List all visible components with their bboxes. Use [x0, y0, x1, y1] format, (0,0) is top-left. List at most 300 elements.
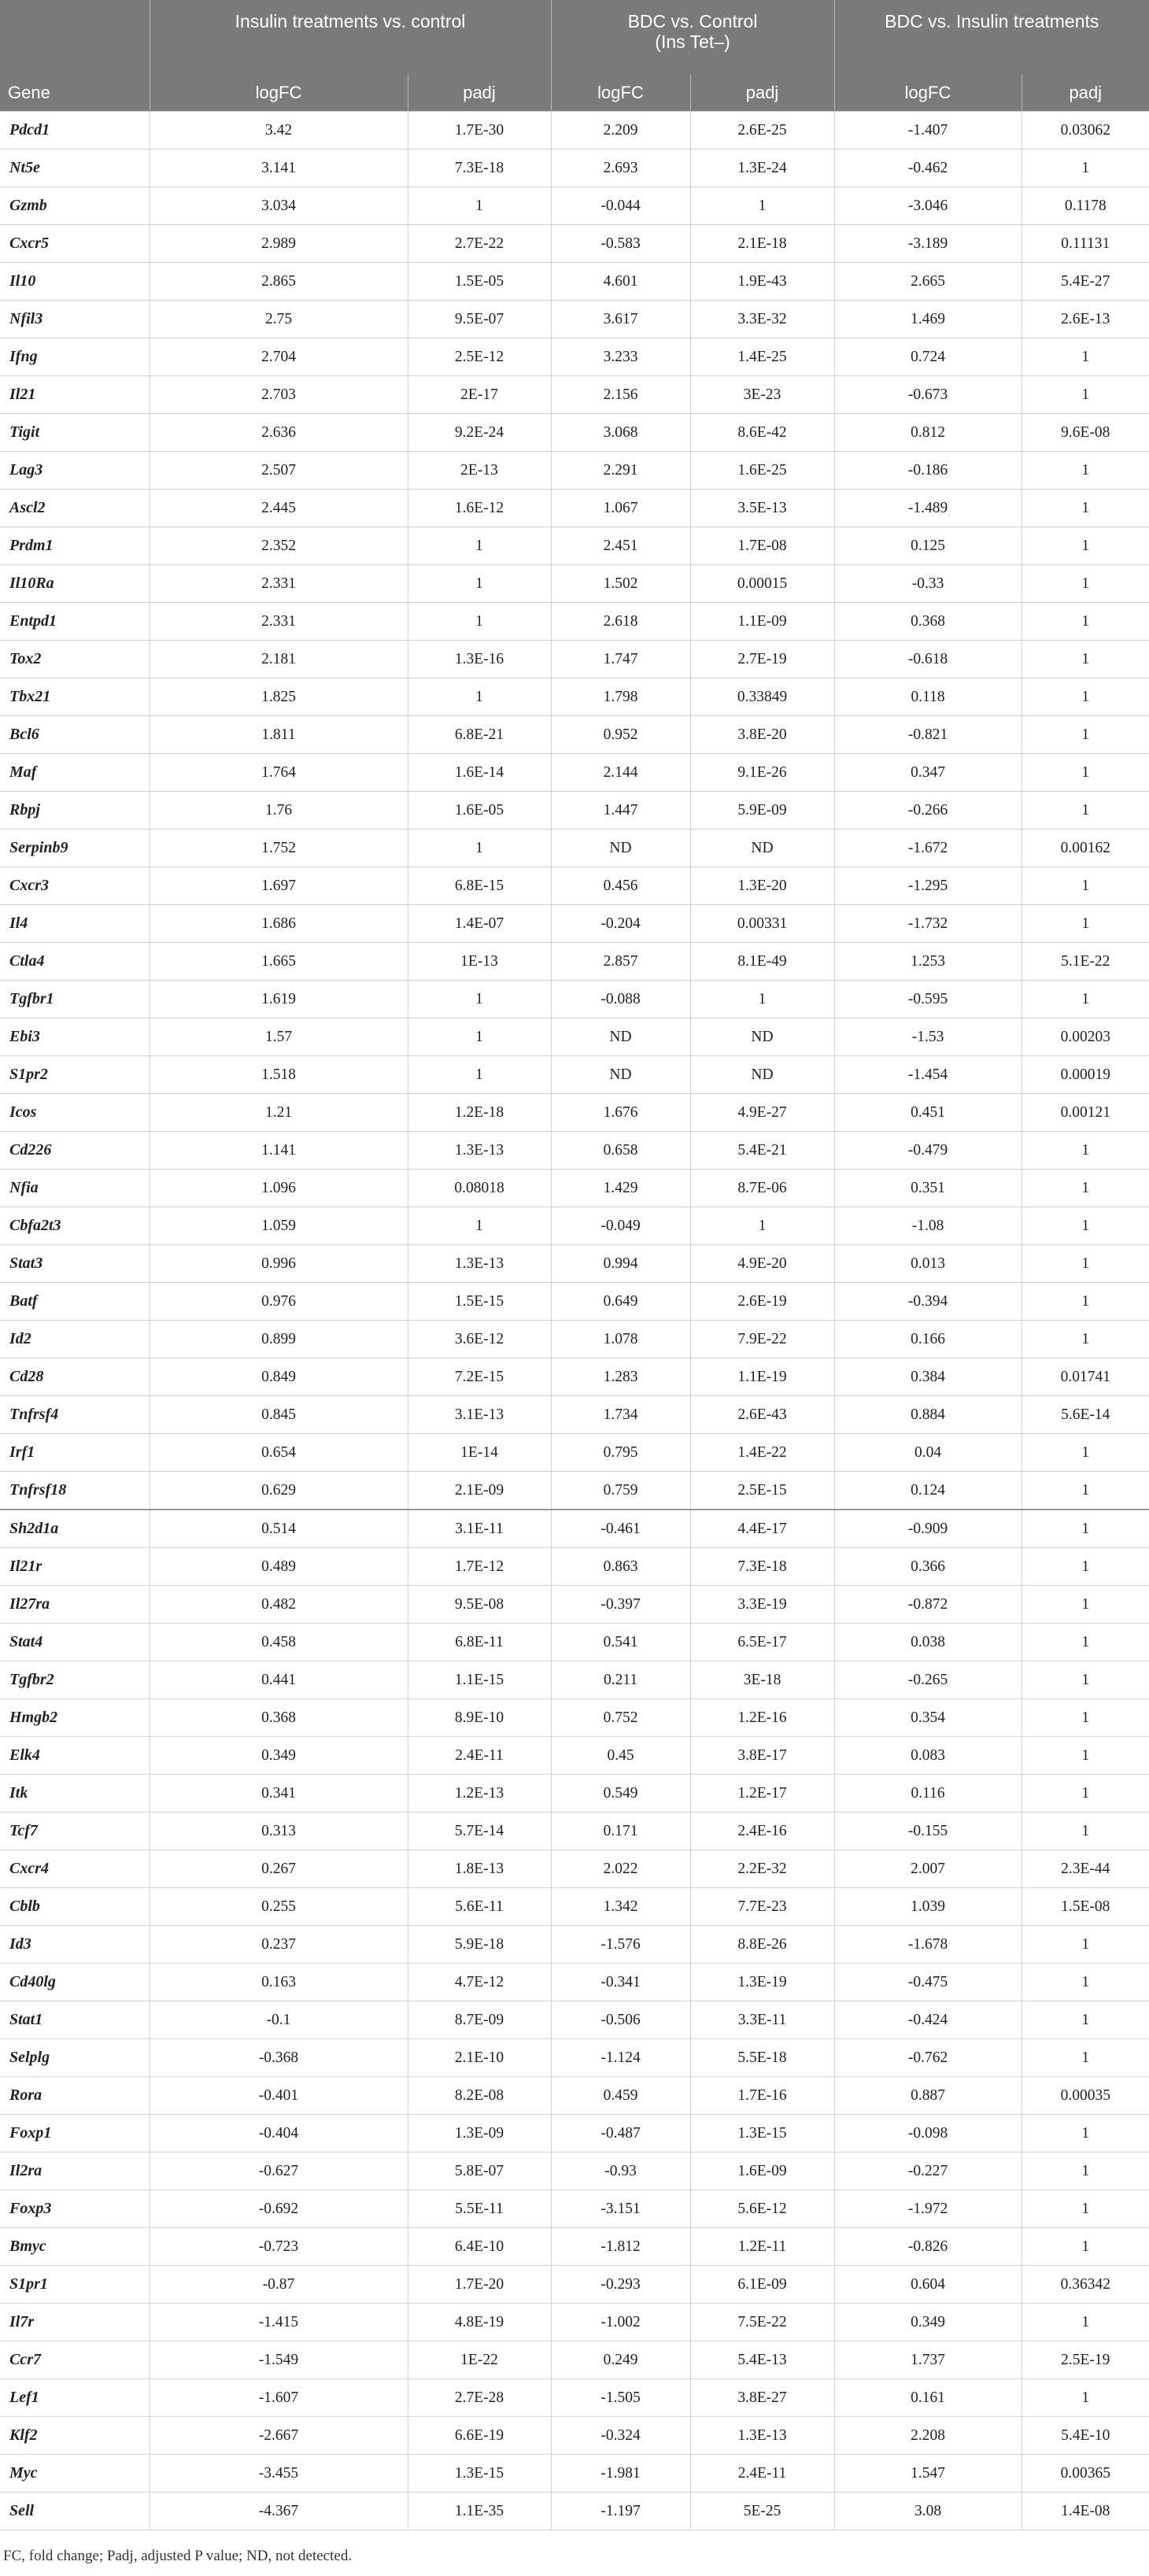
table-row: [0, 1283, 1149, 1321]
padj-cell: 1: [408, 187, 551, 225]
gene-cell: Cd226: [0, 1132, 150, 1170]
padj-cell: 9.6E-08: [1022, 414, 1149, 452]
padj-cell: 2.4E-16: [690, 1813, 834, 1850]
gene-cell: Tbx21: [0, 678, 150, 716]
gene-cell: Cblb: [0, 1888, 150, 1926]
logfc-cell: 0.759: [551, 1472, 690, 1510]
padj-cell: 2.5E-12: [408, 338, 551, 376]
padj-cell: 1: [1022, 2228, 1149, 2266]
logfc-cell: 3.233: [551, 338, 690, 376]
logfc-cell: -0.673: [834, 376, 1022, 414]
table-row: [0, 1245, 1149, 1283]
logfc-cell: 2.704: [150, 338, 408, 376]
logfc-cell: -1.732: [834, 905, 1022, 943]
padj-cell: 1: [1022, 641, 1149, 678]
gene-cell: Hmgb2: [0, 1699, 150, 1737]
table-row: [0, 1813, 1149, 1850]
logfc-cell: -1.489: [834, 490, 1022, 527]
padj-cell: 1: [408, 678, 551, 716]
padj-cell: 5.6E-12: [690, 2190, 834, 2228]
table-row: [0, 225, 1149, 263]
padj-cell: 1.1E-35: [408, 2493, 551, 2530]
table-row: [0, 1624, 1149, 1661]
logfc-cell: -0.909: [834, 1510, 1022, 1548]
logfc-cell: 0.459: [551, 2077, 690, 2115]
padj-cell: 1.3E-15: [690, 2115, 834, 2153]
padj-cell: 0.00121: [1022, 1094, 1149, 1132]
logfc-cell: 0.038: [834, 1624, 1022, 1661]
logfc-cell: 2.989: [150, 225, 408, 263]
gene-cell: S1pr2: [0, 1056, 150, 1094]
padj-cell: 7.2E-15: [408, 1358, 551, 1396]
gene-cell: Cbfa2t3: [0, 1207, 150, 1245]
logfc-cell: -1.002: [551, 2304, 690, 2341]
gene-cell: Icos: [0, 1094, 150, 1132]
table-row: [0, 376, 1149, 414]
logfc-cell: -0.506: [551, 2001, 690, 2039]
padj-cell: 1E-13: [408, 943, 551, 981]
logfc-cell: 1.518: [150, 1056, 408, 1094]
padj-cell: 3.1E-13: [408, 1396, 551, 1434]
padj-cell: 3.6E-12: [408, 1321, 551, 1358]
logfc-cell: 0.171: [551, 1813, 690, 1850]
gene-cell: Sh2d1a: [0, 1510, 150, 1548]
logfc-cell: -0.049: [551, 1207, 690, 1245]
logfc-cell: -1.505: [551, 2379, 690, 2417]
padj-cell: 2.1E-18: [690, 225, 834, 263]
padj-cell: 8.1E-49: [690, 943, 834, 981]
logfc-cell: -1.981: [551, 2455, 690, 2493]
table-row: [0, 187, 1149, 225]
padj-cell: 1: [1022, 1170, 1149, 1207]
padj-cell: 2.1E-09: [408, 1472, 551, 1510]
gene-cell: Itk: [0, 1775, 150, 1813]
logfc-cell: 0.211: [551, 1661, 690, 1699]
logfc-cell: 1.502: [551, 565, 690, 603]
logfc-cell: 1.697: [150, 867, 408, 905]
logfc-cell: 2.693: [551, 150, 690, 187]
padj-cell: 1: [408, 603, 551, 641]
logfc-cell: -0.462: [834, 150, 1022, 187]
logfc-cell: -3.189: [834, 225, 1022, 263]
table-row: [0, 2493, 1149, 2530]
table-body: [0, 112, 1149, 2530]
logfc-cell: 0.845: [150, 1396, 408, 1434]
padj-cell: 1: [1022, 716, 1149, 754]
gene-cell: Ascl2: [0, 490, 150, 527]
logfc-cell: 2.144: [551, 754, 690, 792]
table-row: [0, 1888, 1149, 1926]
padj-cell: 1.6E-25: [690, 452, 834, 490]
gene-cell: Il27ra: [0, 1586, 150, 1624]
padj-cell: 1: [1022, 1510, 1149, 1548]
logfc-cell: 0.341: [150, 1775, 408, 1813]
table-row: [0, 301, 1149, 338]
table-row: [0, 2379, 1149, 2417]
gene-cell: Selplg: [0, 2039, 150, 2077]
padj-cell: 4.9E-20: [690, 1245, 834, 1283]
padj-cell: 1.7E-12: [408, 1548, 551, 1586]
padj-cell: 0.00162: [1022, 830, 1149, 867]
logfc-cell: 0.996: [150, 1245, 408, 1283]
logfc-cell: 2.75: [150, 301, 408, 338]
gene-cell: Ccr7: [0, 2341, 150, 2379]
padj-cell: 1: [1022, 754, 1149, 792]
table-row: [0, 1472, 1149, 1510]
padj-cell: 8.2E-08: [408, 2077, 551, 2115]
padj-cell: 1: [1022, 1548, 1149, 1586]
padj-cell: 4.9E-27: [690, 1094, 834, 1132]
padj-cell: 5.5E-18: [690, 2039, 834, 2077]
group-header-sublabel: (Ins Tet–): [655, 31, 730, 52]
column-header-logfc: logFC: [150, 74, 408, 112]
table-row: [0, 2001, 1149, 2039]
padj-cell: 6.5E-17: [690, 1624, 834, 1661]
logfc-cell: 0.456: [551, 867, 690, 905]
padj-cell: 5.4E-27: [1022, 263, 1149, 301]
table-row: [0, 2039, 1149, 2077]
padj-cell: 1: [1022, 1699, 1149, 1737]
logfc-cell: -1.415: [150, 2304, 408, 2341]
logfc-cell: 1.825: [150, 678, 408, 716]
padj-cell: 8.6E-42: [690, 414, 834, 452]
logfc-cell: 3.068: [551, 414, 690, 452]
padj-cell: 1: [1022, 1926, 1149, 1964]
padj-cell: 2E-13: [408, 452, 551, 490]
logfc-cell: 4.601: [551, 263, 690, 301]
logfc-cell: 1.342: [551, 1888, 690, 1926]
logfc-cell: 0.649: [551, 1283, 690, 1321]
table-row: [0, 1207, 1149, 1245]
logfc-cell: 1.469: [834, 301, 1022, 338]
logfc-cell: 1.57: [150, 1018, 408, 1056]
logfc-cell: 1.619: [150, 981, 408, 1018]
padj-cell: 3.1E-11: [408, 1510, 551, 1548]
padj-cell: 1: [1022, 2039, 1149, 2077]
logfc-cell: 0.976: [150, 1283, 408, 1321]
logfc-cell: -0.1: [150, 2001, 408, 2039]
logfc-cell: -1.678: [834, 1926, 1022, 1964]
logfc-cell: 3.617: [551, 301, 690, 338]
padj-cell: 1: [408, 981, 551, 1018]
logfc-cell: 3.034: [150, 187, 408, 225]
gene-cell: Sell: [0, 2493, 150, 2530]
padj-cell: 5.6E-14: [1022, 1396, 1149, 1434]
logfc-cell: -0.186: [834, 452, 1022, 490]
padj-cell: 1: [1022, 2379, 1149, 2417]
padj-cell: 0.00365: [1022, 2455, 1149, 2493]
logfc-cell: -0.872: [834, 1586, 1022, 1624]
gene-cell: Tox2: [0, 641, 150, 678]
padj-cell: 8.9E-10: [408, 1699, 551, 1737]
gene-header-spacer: [0, 0, 150, 74]
logfc-cell: -0.461: [551, 1510, 690, 1548]
padj-cell: 0.01741: [1022, 1358, 1149, 1396]
logfc-cell: -1.08: [834, 1207, 1022, 1245]
table-row: [0, 2153, 1149, 2190]
padj-cell: ND: [690, 1056, 834, 1094]
logfc-cell: -2.667: [150, 2417, 408, 2455]
logfc-cell: 1.21: [150, 1094, 408, 1132]
logfc-cell: -1.295: [834, 867, 1022, 905]
table-row: [0, 641, 1149, 678]
padj-cell: 1.5E-08: [1022, 1888, 1149, 1926]
padj-cell: 2.5E-15: [690, 1472, 834, 1510]
group-header-label: BDC vs. Insulin treatments: [885, 11, 1099, 31]
padj-cell: 1: [1022, 2115, 1149, 2153]
padj-cell: 9.2E-24: [408, 414, 551, 452]
padj-cell: 1: [408, 1207, 551, 1245]
logfc-cell: 1.734: [551, 1396, 690, 1434]
logfc-cell: 0.451: [834, 1094, 1022, 1132]
gene-cell: Nt5e: [0, 150, 150, 187]
logfc-cell: -0.401: [150, 2077, 408, 2115]
padj-cell: 5.6E-11: [408, 1888, 551, 1926]
gene-cell: Ebi3: [0, 1018, 150, 1056]
table-row: [0, 1132, 1149, 1170]
padj-cell: 1: [1022, 1434, 1149, 1472]
padj-cell: 6.6E-19: [408, 2417, 551, 2455]
gene-cell: Il7r: [0, 2304, 150, 2341]
gene-cell: Irf1: [0, 1434, 150, 1472]
table-row: [0, 1396, 1149, 1434]
gene-cell: Prdm1: [0, 527, 150, 565]
padj-cell: 1.6E-09: [690, 2153, 834, 2190]
logfc-cell: 0.013: [834, 1245, 1022, 1283]
table-row: [0, 1850, 1149, 1888]
table-row: [0, 1926, 1149, 1964]
gene-cell: Ctla4: [0, 943, 150, 981]
padj-cell: 1.6E-05: [408, 792, 551, 830]
logfc-cell: 0.863: [551, 1548, 690, 1586]
logfc-cell: -0.475: [834, 1964, 1022, 2001]
column-header-logfc: logFC: [834, 74, 1022, 112]
padj-cell: 1.1E-19: [690, 1358, 834, 1396]
logfc-cell: 1.253: [834, 943, 1022, 981]
logfc-cell: 0.237: [150, 1926, 408, 1964]
logfc-cell: -1.607: [150, 2379, 408, 2417]
padj-cell: 1: [1022, 603, 1149, 641]
logfc-cell: 0.724: [834, 338, 1022, 376]
logfc-cell: 1.752: [150, 830, 408, 867]
logfc-cell: 0.887: [834, 2077, 1022, 2115]
padj-cell: 1.2E-17: [690, 1775, 834, 1813]
padj-cell: 1.2E-16: [690, 1699, 834, 1737]
logfc-cell: -1.672: [834, 830, 1022, 867]
padj-cell: 1: [408, 527, 551, 565]
padj-cell: 1: [1022, 490, 1149, 527]
gene-cell: Id3: [0, 1926, 150, 1964]
padj-cell: 1: [1022, 1245, 1149, 1283]
gene-cell: Il21r: [0, 1548, 150, 1586]
logfc-cell: 2.181: [150, 641, 408, 678]
padj-cell: 1: [1022, 1624, 1149, 1661]
table-row: [0, 1434, 1149, 1472]
logfc-cell: 1.686: [150, 905, 408, 943]
padj-cell: 3.5E-13: [690, 490, 834, 527]
logfc-cell: 0.249: [551, 2341, 690, 2379]
gene-cell: Tgfbr2: [0, 1661, 150, 1699]
logfc-cell: 0.349: [834, 2304, 1022, 2341]
logfc-cell: -0.394: [834, 1283, 1022, 1321]
group-header-label: BDC vs. Control: [627, 11, 758, 31]
padj-cell: 1: [1022, 338, 1149, 376]
logfc-cell: 2.636: [150, 414, 408, 452]
padj-cell: 1: [408, 1056, 551, 1094]
table-row: [0, 112, 1149, 150]
padj-cell: 2.6E-19: [690, 1283, 834, 1321]
table-row: [0, 1510, 1149, 1548]
padj-cell: 1: [690, 1207, 834, 1245]
logfc-cell: 0.166: [834, 1321, 1022, 1358]
logfc-cell: 1.547: [834, 2455, 1022, 2493]
column-header-padj: padj: [690, 74, 834, 112]
logfc-cell: 2.352: [150, 527, 408, 565]
table-row: [0, 716, 1149, 754]
padj-cell: 1: [1022, 1207, 1149, 1245]
logfc-cell: 1.447: [551, 792, 690, 830]
logfc-cell: 1.676: [551, 1094, 690, 1132]
gene-cell: Elk4: [0, 1737, 150, 1775]
padj-cell: 3.8E-20: [690, 716, 834, 754]
logfc-cell: -0.762: [834, 2039, 1022, 2077]
padj-cell: 7.3E-18: [690, 1548, 834, 1586]
logfc-cell: 0.384: [834, 1358, 1022, 1396]
logfc-cell: -0.479: [834, 1132, 1022, 1170]
table-row: [0, 2455, 1149, 2493]
padj-cell: ND: [690, 830, 834, 867]
gene-cell: Il10: [0, 263, 150, 301]
logfc-cell: 0.351: [834, 1170, 1022, 1207]
padj-cell: 1: [1022, 905, 1149, 943]
padj-cell: 8.7E-06: [690, 1170, 834, 1207]
table-row: [0, 263, 1149, 301]
padj-cell: 2.5E-19: [1022, 2341, 1149, 2379]
gene-cell: Cxcr5: [0, 225, 150, 263]
logfc-cell: 0.116: [834, 1775, 1022, 1813]
padj-cell: 5.9E-09: [690, 792, 834, 830]
gene-cell: Stat1: [0, 2001, 150, 2039]
table-row: [0, 2077, 1149, 2115]
padj-cell: 1: [1022, 150, 1149, 187]
padj-cell: 6.8E-21: [408, 716, 551, 754]
table-row: [0, 565, 1149, 603]
logfc-cell: -0.692: [150, 2190, 408, 2228]
table-row: [0, 338, 1149, 376]
logfc-cell: 0.458: [150, 1624, 408, 1661]
padj-cell: 1.2E-11: [690, 2228, 834, 2266]
padj-cell: 1: [1022, 1283, 1149, 1321]
logfc-cell: 0.163: [150, 1964, 408, 2001]
padj-cell: 5.9E-18: [408, 1926, 551, 1964]
logfc-cell: 2.209: [551, 112, 690, 150]
logfc-cell: 0.04: [834, 1434, 1022, 1472]
logfc-cell: ND: [551, 1018, 690, 1056]
gene-cell: Nfil3: [0, 301, 150, 338]
padj-cell: 5E-25: [690, 2493, 834, 2530]
logfc-cell: -0.33: [834, 565, 1022, 603]
padj-cell: 4.7E-12: [408, 1964, 551, 2001]
logfc-cell: -0.088: [551, 981, 690, 1018]
gene-cell: Lef1: [0, 2379, 150, 2417]
table-row: [0, 452, 1149, 490]
table-row: [0, 527, 1149, 565]
padj-cell: 1.1E-15: [408, 1661, 551, 1699]
column-header-padj: padj: [1022, 74, 1149, 112]
padj-cell: 0.03062: [1022, 112, 1149, 150]
table-row: [0, 1737, 1149, 1775]
logfc-cell: 2.451: [551, 527, 690, 565]
padj-cell: 3E-18: [690, 1661, 834, 1699]
padj-cell: ND: [690, 1018, 834, 1056]
logfc-cell: 2.022: [551, 1850, 690, 1888]
logfc-cell: 1.665: [150, 943, 408, 981]
table-row: [0, 1586, 1149, 1624]
table-row: [0, 1661, 1149, 1699]
logfc-cell: 2.331: [150, 565, 408, 603]
gene-cell: Tcf7: [0, 1813, 150, 1850]
padj-cell: 1.4E-07: [408, 905, 551, 943]
table-row: [0, 678, 1149, 716]
logfc-cell: -0.404: [150, 2115, 408, 2153]
padj-cell: 1.4E-08: [1022, 2493, 1149, 2530]
logfc-cell: 2.857: [551, 943, 690, 981]
padj-cell: 1: [1022, 2190, 1149, 2228]
padj-cell: 2.1E-10: [408, 2039, 551, 2077]
logfc-cell: 2.007: [834, 1850, 1022, 1888]
gene-cell: S1pr1: [0, 2266, 150, 2304]
padj-cell: 2.4E-11: [408, 1737, 551, 1775]
padj-cell: 1.7E-20: [408, 2266, 551, 2304]
table-row: [0, 2417, 1149, 2455]
logfc-cell: 3.42: [150, 112, 408, 150]
logfc-cell: 1.096: [150, 1170, 408, 1207]
gene-cell: Foxp1: [0, 2115, 150, 2153]
padj-cell: 1: [1022, 2001, 1149, 2039]
padj-cell: 0.00035: [1022, 2077, 1149, 2115]
padj-cell: 5.5E-11: [408, 2190, 551, 2228]
table-row: [0, 867, 1149, 905]
padj-cell: 5.4E-10: [1022, 2417, 1149, 2455]
padj-cell: 1.5E-05: [408, 263, 551, 301]
logfc-cell: ND: [551, 1056, 690, 1094]
logfc-cell: -3.455: [150, 2455, 408, 2493]
logfc-cell: -0.227: [834, 2153, 1022, 2190]
logfc-cell: -1.972: [834, 2190, 1022, 2228]
padj-cell: 1: [1022, 1775, 1149, 1813]
logfc-cell: 0.368: [834, 603, 1022, 641]
logfc-cell: 2.331: [150, 603, 408, 641]
logfc-cell: -1.576: [551, 1926, 690, 1964]
padj-cell: 1.9E-43: [690, 263, 834, 301]
padj-cell: 3.8E-17: [690, 1737, 834, 1775]
padj-cell: 2.7E-19: [690, 641, 834, 678]
logfc-cell: 1.039: [834, 1888, 1022, 1926]
table-row: [0, 754, 1149, 792]
logfc-cell: 1.067: [551, 490, 690, 527]
logfc-cell: -0.044: [551, 187, 690, 225]
padj-cell: 3.8E-27: [690, 2379, 834, 2417]
logfc-cell: 1.811: [150, 716, 408, 754]
table-row: [0, 905, 1149, 943]
gene-cell: Klf2: [0, 2417, 150, 2455]
logfc-cell: 0.347: [834, 754, 1022, 792]
padj-cell: 6.8E-15: [408, 867, 551, 905]
logfc-cell: 2.665: [834, 263, 1022, 301]
column-header-gene: Gene: [0, 74, 150, 112]
padj-cell: 1.8E-13: [408, 1850, 551, 1888]
logfc-cell: 1.059: [150, 1207, 408, 1245]
